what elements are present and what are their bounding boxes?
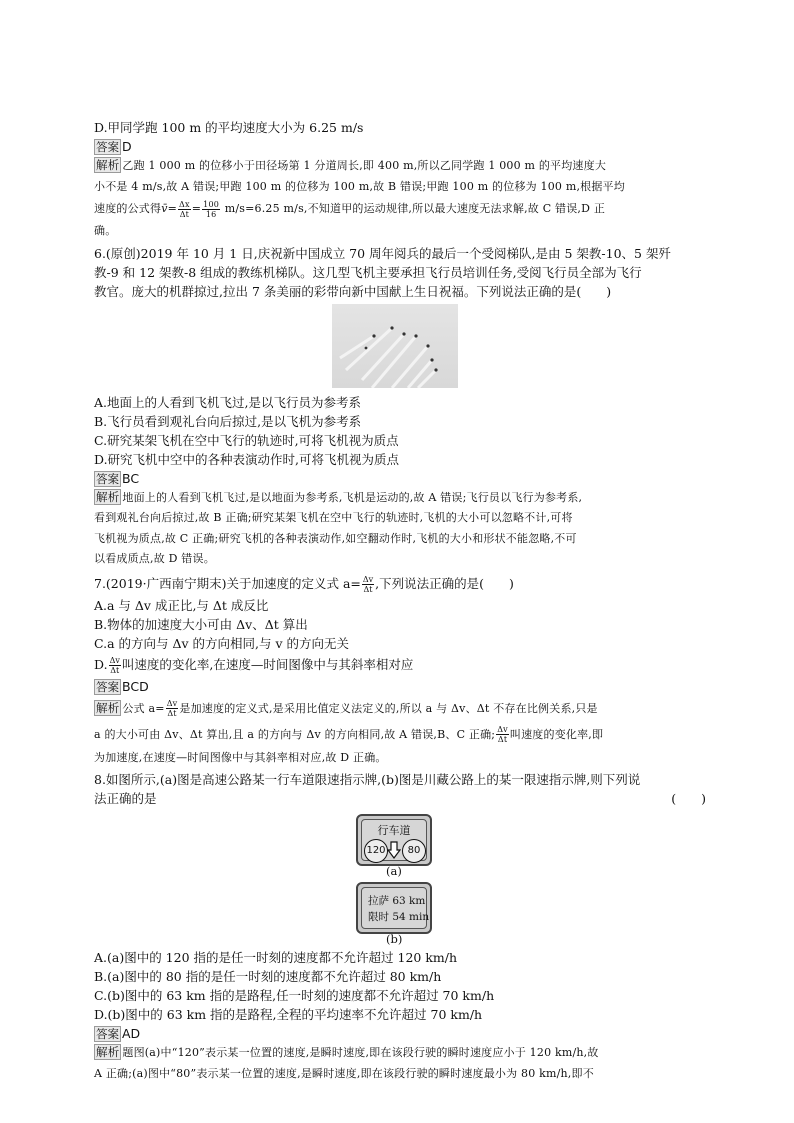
q6-analysis-l2: 看到观礼台向后掠过,故 B 正确;研究某架飞机在空中飞行的轨迹时,飞机的大小可以忽略不计,可将 bbox=[94, 511, 573, 524]
answer-tag: 答案 bbox=[96, 1027, 119, 1041]
q6-analysis-l3: 飞机视为质点,故 C 正确;研究飞机的各种表演动作,如空翻动作时,飞机的大小和形状不能忽略,不可 bbox=[94, 531, 577, 545]
q7-analysis-l3: 为加速度,在速度—时间图像中与其斜率相对应,故 D 正确。 bbox=[94, 750, 387, 764]
sign-a-title: 行车道 bbox=[377, 824, 411, 837]
analysis-tag: 解析 bbox=[96, 1045, 120, 1059]
q8-option-a: A.(a)图中的 120 指的是任一时刻的速度都不允许超过 120 km/h bbox=[94, 950, 458, 965]
q8-answer: AD bbox=[122, 1026, 141, 1041]
q8-option-c: C.(b)图中的 63 km 指的是路程,任一时刻的速度都不允许超过 70 km/h bbox=[94, 988, 495, 1003]
q7-option-d: D. $\frac{\Delta v}{\Delta t}$ 叫速度的变化率,在速度—时间图像中与其斜率相对应 bbox=[94, 655, 414, 675]
speed-limit-sign-b bbox=[356, 882, 432, 934]
sign-a-left-circle: 120 bbox=[364, 839, 388, 863]
q8-analysis-l2: A 正确;(a)图中“80”表示某一位置的速度,是瞬时速度,即在该段行驶的瞬时速度最小为 80 km/h,即不 bbox=[94, 1066, 594, 1080]
q5-answer-line bbox=[94, 137, 706, 156]
q6-photo bbox=[332, 304, 458, 388]
analysis-tag: 解析 bbox=[96, 489, 120, 504]
q6-option-b: B.飞行员看到观礼台向后掠过,是以飞机为参考系 bbox=[94, 413, 362, 429]
q7-option-b: B.物体的加速度大小可由 Δv、Δt 算出 bbox=[94, 616, 308, 632]
q5-option-d: D.甲同学跑 100 m 的平均速度大小为 6.25 m/s bbox=[94, 120, 364, 135]
q7-analysis-l2: a 的大小可由 Δv、Δt 算出,且 a 的方向与 Δv 的方向相同,故 A 错误,B、C 正确; $\frac{\Delta v}{\Delta t}$ 叫速度的变化率,即 bbox=[94, 725, 604, 744]
analysis-tag: 解析 bbox=[96, 158, 120, 172]
q8-figure bbox=[94, 808, 706, 948]
fraction: $\frac{\Delta v}{\Delta t}$ bbox=[166, 699, 178, 718]
q8-analysis-l1: 解析 题图(a)中“120”表示某一位置的速度,是瞬时速度,即在该段行驶的瞬时速度应小于 120 km/h,故 bbox=[96, 1045, 599, 1059]
q5-analysis-l2: 小不是 4 m/s,故 A 错误;甲跑 100 m 的位移为 100 m,故 B 错误;甲跑 100 m 的位移为 100 m,根据平均 bbox=[94, 179, 625, 193]
analysis-tag: 解析 bbox=[96, 700, 120, 715]
q6-stem-l1: 6.(原创)2019 年 10 月 1 日,庆祝新中国成立 70 周年阅兵的最后一个受阅梯队,是由 5 架教-10、5 架歼 bbox=[94, 245, 671, 261]
q6-analysis-l1: 解析 地面上的人看到飞机飞过,是以地面为参考系,飞机是运动的,故 A 错误;飞行员以飞行为参考系, bbox=[96, 489, 583, 504]
sign-b-line2: 限时 54 min bbox=[368, 911, 430, 923]
q6-stem-l3: 教官。庞大的机群掠过,拉出 7 条美丽的彩带向新中国献上生日祝福。下列说法正确的是( ) bbox=[94, 283, 612, 299]
q6-stem-l2: 教-9 和 12 架教-8 组成的教练机梯队。这几型飞机主要承担飞行员培训任务,受阅飞行员全部为飞行 bbox=[94, 264, 642, 280]
fraction: $\frac{\Delta v}{\Delta t}$ bbox=[109, 655, 120, 675]
q8-option-d: D.(b)图中的 63 km 指的是路程,全程的平均速率不允许超过 70 km/h bbox=[94, 1007, 483, 1022]
q6-option-a: A.地面上的人看到飞机飞过,是以飞行员为参考系 bbox=[94, 394, 361, 410]
fraction: $\frac{\Delta v}{\Delta t}$ bbox=[497, 725, 508, 744]
q5-analysis-l1: 解析 乙跑 1 000 m 的位移小于田径场第 1 分道周长,即 400 m,所以乙同学跑 1 000 m 的平均速度大 bbox=[96, 158, 607, 172]
q8-stem-l1: 8.如图所示,(a)图是高速公路某一行车道限速指示牌,(b)图是川藏公路上的某一限速指示牌,则下列说 bbox=[94, 772, 641, 787]
q6-option-c: C.研究某架飞机在空中飞行的轨迹时,可将飞机视为质点 bbox=[94, 432, 399, 448]
q8-option-b: B.(a)图中的 80 指的是任一时刻的速度都不允许超过 80 km/h bbox=[94, 969, 442, 984]
q7-answer-line bbox=[94, 677, 706, 696]
q8-answer-line bbox=[94, 1024, 706, 1043]
q6-answer: BC bbox=[122, 470, 140, 486]
caption-b: (b) bbox=[386, 932, 403, 946]
fraction: $\frac{\Delta v}{\Delta t}$ bbox=[362, 574, 374, 594]
formation-photo-icon bbox=[332, 304, 458, 388]
page bbox=[94, 118, 706, 1084]
fraction: $\frac{\Delta x}{\Delta t}$ bbox=[179, 199, 190, 219]
speed-limit-sign-a bbox=[356, 814, 432, 866]
q5-analysis-l4: 确。 bbox=[94, 224, 117, 237]
answer-tag: 答案 bbox=[96, 140, 119, 154]
q7-answer: BCD bbox=[122, 678, 149, 694]
q7-option-c: C.a 的方向与 Δv 的方向相同,与 v 的方向无关 bbox=[94, 635, 350, 651]
caption-a: (a) bbox=[386, 864, 402, 878]
fraction: $\frac{100}{16}$ bbox=[203, 199, 220, 219]
q5-analysis-l3: 速度的公式得v̄= $\frac{\Delta x}{\Delta t}$ = $\frac{100}{16}$ m/s=6.25 m/s,不知道甲的运动规律,所以最大速度无法求解,故 C 错误,D 正 bbox=[94, 199, 606, 219]
q6-analysis-l4: 以看成质点,故 D 错误。 bbox=[94, 552, 215, 565]
q8-stem-l2: 法正确的是 ( ) bbox=[94, 791, 706, 806]
down-arrow-icon bbox=[387, 841, 401, 859]
q6-answer-line bbox=[94, 469, 706, 488]
q5-answer: D bbox=[122, 139, 132, 154]
q7-option-a: A.a 与 Δv 成正比,与 Δt 成反比 bbox=[94, 597, 269, 613]
q7-stem: 7.(2019·广西南宁期末)关于加速度的定义式 a= $\frac{\Delta v}{\Delta t}$ ,下列说法正确的是( ) bbox=[94, 574, 514, 594]
sign-b-line1: 拉萨 63 km bbox=[368, 895, 426, 907]
answer-tag: 答案 bbox=[96, 471, 119, 486]
q7-analysis-l1: 解析 公式 a= $\frac{\Delta v}{\Delta t}$ 是加速度的定义式,是采用比值定义法定义的,所以 a 与 Δv、Δt 不存在比例关系,只是 bbox=[96, 699, 598, 718]
sign-a-right-circle: 80 bbox=[402, 839, 426, 863]
q6-option-d: D.研究飞机中空中的各种表演动作时,可将飞机视为质点 bbox=[94, 451, 400, 467]
answer-tag: 答案 bbox=[96, 679, 119, 694]
